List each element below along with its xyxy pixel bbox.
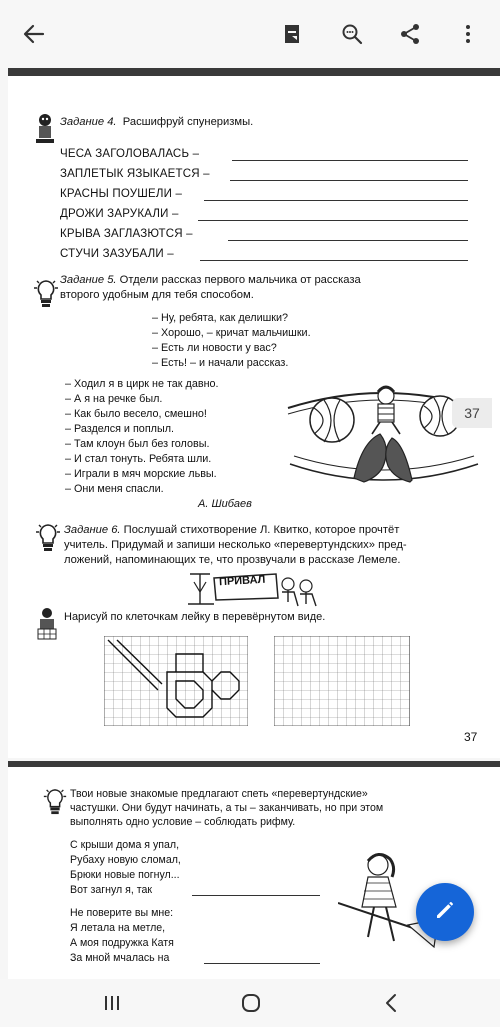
task6-title <box>64 524 399 536</box>
task4-label: Задание 4. <box>60 116 117 128</box>
answer-line[interactable] <box>204 963 320 964</box>
poem-author: А. Шибаев <box>198 498 252 510</box>
answer-line[interactable] <box>192 895 320 896</box>
task5-line2: второго удобным для тебя способом. <box>60 289 254 301</box>
drawing-task-text: Нарисуй по клеточкам лейку в перевёрнутом виде. <box>64 611 326 623</box>
task6-line2: учитель. Придумай и запиши несколько «перевертундских» пред- <box>64 539 407 551</box>
system-navigation-bar <box>0 979 500 1027</box>
arrow-left-icon[interactable] <box>18 18 50 50</box>
document-page-38 <box>8 761 500 979</box>
page-number: 37 <box>464 730 478 744</box>
lightbulb-icon <box>34 522 62 559</box>
answer-line[interactable] <box>198 220 468 221</box>
document-page-37 <box>8 68 500 758</box>
task4-title <box>60 116 253 128</box>
verse2-line-1: Не поверите вы мне: <box>70 907 174 919</box>
dialog-line-4: – Есть! – и начали рассказ. <box>152 357 289 369</box>
task4-instruction: Расшифруй спунеризмы. <box>122 116 254 128</box>
dialog-line-1: – Ну, ребята, как делишки? <box>152 312 289 324</box>
home-icon[interactable] <box>239 991 263 1020</box>
back-nav-icon[interactable] <box>380 991 404 1020</box>
dialog-line-2: – Хорошо, – кричат мальчишки. <box>152 327 311 339</box>
task-icon-person <box>30 112 60 151</box>
search-icon[interactable] <box>336 18 368 50</box>
verse2-line-3: А моя подружка Катя <box>70 937 174 949</box>
verse2-line-4: За мной мчалась на <box>70 952 170 964</box>
spoonerism-2: ЗАПЛЕТЫК ЯЗЫКАЕТСЯ – <box>60 168 210 180</box>
story-line-2: – А я на речке был. <box>65 393 163 405</box>
intro-line-2: частушки. Они будут начинать, а ты – заканчивать, но при этом <box>70 802 384 814</box>
intro-line-1: Твои новые знакомые предлагают спеть «перевертундские» <box>70 788 368 800</box>
spoonerism-1: ЧЕСА ЗАГОЛОВАЛАСЬ – <box>60 148 200 160</box>
story-line-4: – Разделся и поплыл. <box>65 423 175 435</box>
pencil-edit-icon <box>433 898 457 927</box>
task6-label: Задание 6. <box>64 524 121 536</box>
circus-illustration <box>284 372 484 507</box>
share-icon[interactable] <box>394 18 426 50</box>
watering-can-grid <box>104 636 248 731</box>
answer-line[interactable] <box>230 180 468 181</box>
top-app-bar <box>0 0 500 68</box>
story-line-5: – Там клоун был без головы. <box>65 438 210 450</box>
intro-line-3: выполнять одно условие – соблюдать рифму. <box>70 816 296 828</box>
task5-label: Задание 5. <box>60 274 117 286</box>
spoonerism-5: КРЫВА ЗАГЛАЗЮТСЯ – <box>60 228 193 240</box>
rest-stop-label: ПРИВАЛ <box>218 573 266 589</box>
verse1-line-1: С крыши дома я упал, <box>70 839 180 851</box>
answer-line[interactable] <box>232 160 468 161</box>
bookmark-icon[interactable] <box>276 18 308 50</box>
story-line-3: – Как было весело, смешно! <box>65 408 207 420</box>
spoonerism-6: СТУЧИ ЗАЗУБАЛИ – <box>60 248 174 260</box>
story-line-6: – И стал тонуть. Ребята шли. <box>65 453 212 465</box>
story-line-1: – Ходил я в цирк не так давно. <box>65 378 219 390</box>
dialog-line-3: – Есть ли новости у вас? <box>152 342 277 354</box>
task6-line3: ложений, напоминающих те, что прозвучали в рассказе Лемеле. <box>64 554 401 566</box>
verse1-line-2: Рубаху новую сломал, <box>70 854 181 866</box>
recents-icon[interactable] <box>100 991 124 1020</box>
more-vert-icon[interactable] <box>452 18 484 50</box>
story-line-8: – Они меня спасли. <box>65 483 164 495</box>
answer-line[interactable] <box>204 200 468 201</box>
task5-line1: Отдели рассказ первого мальчика от рассказа <box>119 274 361 286</box>
lightbulb-icon <box>32 278 60 315</box>
lightbulb-icon <box>42 787 68 822</box>
spoonerism-4: ДРОЖИ ЗАРУКАЛИ – <box>60 208 179 220</box>
edit-fab-button[interactable] <box>416 883 474 941</box>
answer-line[interactable] <box>228 240 468 241</box>
person-drawing-icon <box>34 606 60 647</box>
empty-drawing-grid[interactable] <box>274 636 410 731</box>
story-line-7: – Играли в мяч морские львы. <box>65 468 217 480</box>
page-indicator-badge: 37 <box>452 398 492 428</box>
verse1-line-3: Брюки новые погнул... <box>70 869 180 881</box>
verse2-line-2: Я летала на метле, <box>70 922 166 934</box>
spoonerism-3: КРАСНЫ ПОУШЕЛИ – <box>60 188 183 200</box>
task6-line1: Послушай стихотворение Л. Квитко, которое прочтёт <box>123 524 400 536</box>
verse1-line-4: Вот загнул я, так <box>70 884 153 896</box>
answer-line[interactable] <box>200 260 468 261</box>
task5-title <box>60 274 361 286</box>
